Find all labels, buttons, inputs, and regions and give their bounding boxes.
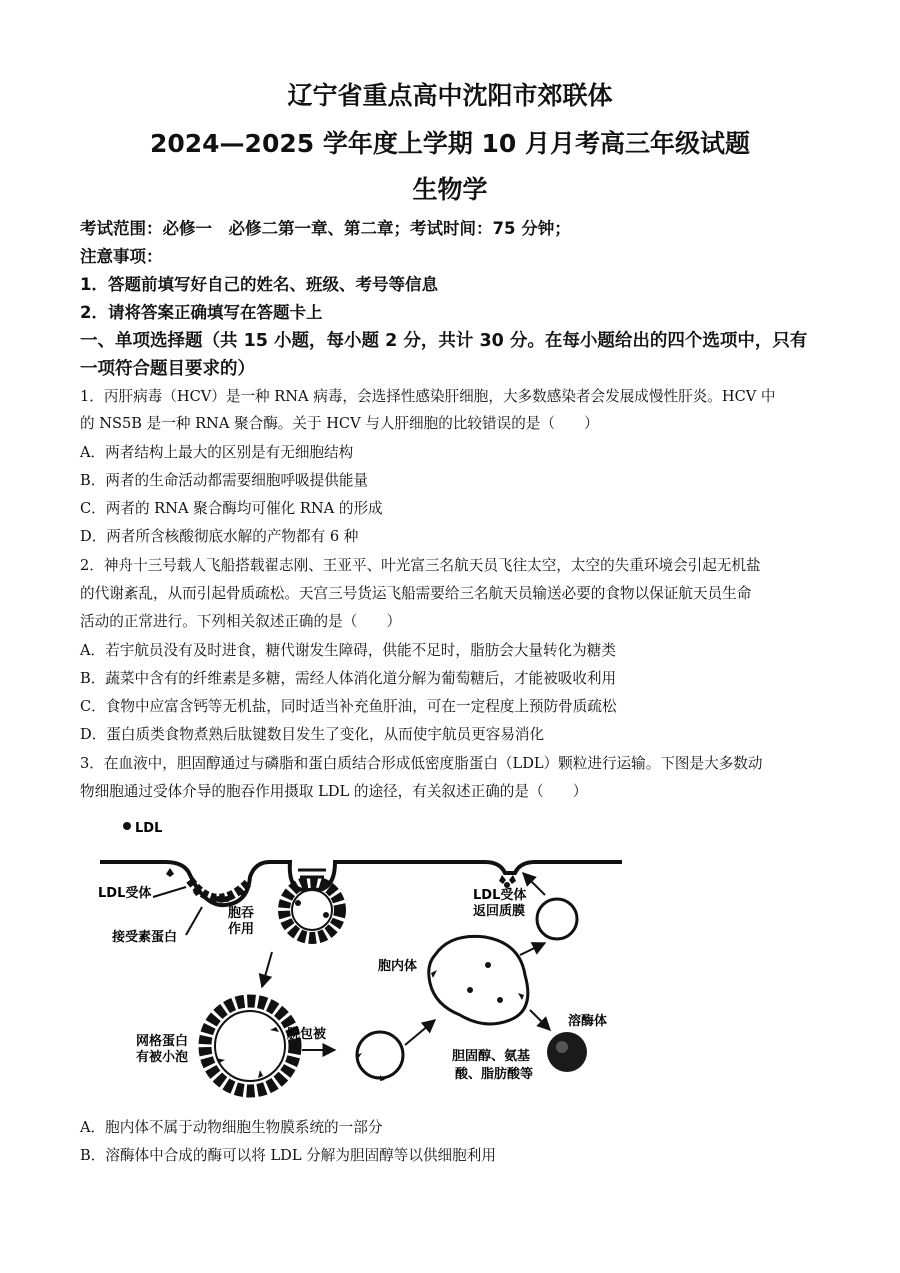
lysosome [547, 1032, 587, 1072]
q2-stem: 2．神舟十三号载人飞船搭载翟志刚、王亚平、叶光富三名航天员飞往太空，太空的失重环境会引起无机盐 [80, 557, 761, 574]
q2-option-c: C．食物中应富含钙等无机盐，同时适当补充鱼肝油，可在一定程度上预防骨质疏松 [80, 698, 617, 715]
label-ldl-receptor: LDL受体 [98, 886, 152, 901]
subject-title: 生物学 [412, 175, 488, 204]
ldl-pathway-diagram [90, 815, 635, 1110]
section-heading: 一、单项选择题（共 15 小题，每小题 2 分，共计 30 分。在每小题给出的四个选项中，只有 [80, 331, 808, 351]
label-products-1: 胆固醇、氨基 [452, 1049, 531, 1064]
label-ldl: LDL [135, 821, 163, 836]
notice-2: 2．请将答案正确填写在答题卡上 [80, 303, 323, 322]
notice-1: 1．答题前填写好自己的姓名、班级、考号等信息 [80, 275, 438, 294]
label-adaptor-protein: 接受素蛋白 [112, 930, 178, 945]
q1-option-d: D．两者所含核酸彻底水解的产物都有 6 种 [80, 528, 359, 545]
label-coated-vesicle-2: 有被小泡 [136, 1050, 189, 1065]
membrane-receptors [166, 868, 516, 896]
q3-option-a: A．胞内体不属于动物细胞生物膜系统的一部分 [80, 1119, 383, 1136]
q3-option-b: B．溶酶体中合成的酶可以将 LDL 分解为胆固醇等以供细胞利用 [80, 1147, 496, 1164]
ldl-particle-icon [123, 822, 131, 830]
label-endocytosis-1: 胞吞 [228, 906, 255, 921]
exam-scope: 考试范围：必修一 必修二第一章、第二章；考试时间：75 分钟； [80, 219, 571, 238]
plasma-membrane [100, 862, 622, 905]
school-title: 辽宁省重点高中沈阳市郊联体 [287, 81, 613, 110]
recycling-vesicle [537, 899, 577, 939]
q1-option-b: B．两者的生命活动都需要细胞呼吸提供能量 [80, 472, 369, 489]
q1-option-a: A．两者结构上最大的区别是有无细胞结构 [80, 444, 354, 461]
label-endocytosis-2: 作用 [228, 922, 255, 937]
label-receptor-return-2: 返回质膜 [473, 904, 526, 919]
q1-option-c: C．两者的 RNA 聚合酶均可催化 RNA 的形成 [80, 500, 383, 517]
q2-stem-cont2: 活动的正常进行。下列相关叙述正确的是（ ） [80, 613, 402, 630]
q2-option-b: B．蔬菜中含有的纤维素是多糖，需经人体消化道分解为葡萄糖后，才能被吸收利用 [80, 670, 617, 687]
section-heading-cont: 一项符合题目要求的） [80, 359, 255, 379]
label-coated-vesicle-1: 网格蛋白 [136, 1034, 189, 1049]
q3-stem-cont: 物细胞通过受体介导的胞吞作用摄取 LDL 的途径，有关叙述正确的是（ ） [80, 783, 588, 800]
label-products-2: 酸、脂肪酸等 [455, 1067, 534, 1082]
label-receptor-return-1: LDL受体 [473, 888, 527, 903]
label-endosome: 胞内体 [378, 959, 418, 974]
endosome [429, 936, 528, 1024]
label-lysosome: 溶酶体 [568, 1014, 608, 1029]
q2-stem-cont: 的代谢紊乱，从而引起骨质疏松。天宫三号货运飞船需要给三名航天员输送必要的食物以保证航天员生命 [80, 585, 752, 602]
q2-option-d: D．蛋白质类食物煮熟后肽键数目发生了变化，从而使宇航员更容易消化 [80, 726, 545, 743]
exam-title: 2024—2025 学年度上学期 10 月月考高三年级试题 [149, 129, 751, 158]
q2-option-a: A．若宇航员没有及时进食，糖代谢发生障碍，供能不足时，脂肪会大量转化为糖类 [80, 642, 616, 659]
label-uncoating: 脱包被 [287, 1027, 327, 1042]
notice-title: 注意事项： [80, 247, 163, 266]
q1-stem: 1．丙肝病毒（HCV）是一种 RNA 病毒，会选择性感染肝细胞，大多数感染者会发展成慢性肝炎。HCV 中 [80, 388, 776, 405]
uncoated-vesicle [357, 1032, 403, 1078]
q1-stem-cont: 的 NS5B 是一种 RNA 聚合酶。关于 HCV 与人肝细胞的比较错误的是（ ） [80, 415, 599, 432]
q3-stem: 3．在血液中，胆固醇通过与磷脂和蛋白质结合形成低密度脂蛋白（LDL）颗粒进行运输。下图是大多数动 [80, 755, 763, 772]
